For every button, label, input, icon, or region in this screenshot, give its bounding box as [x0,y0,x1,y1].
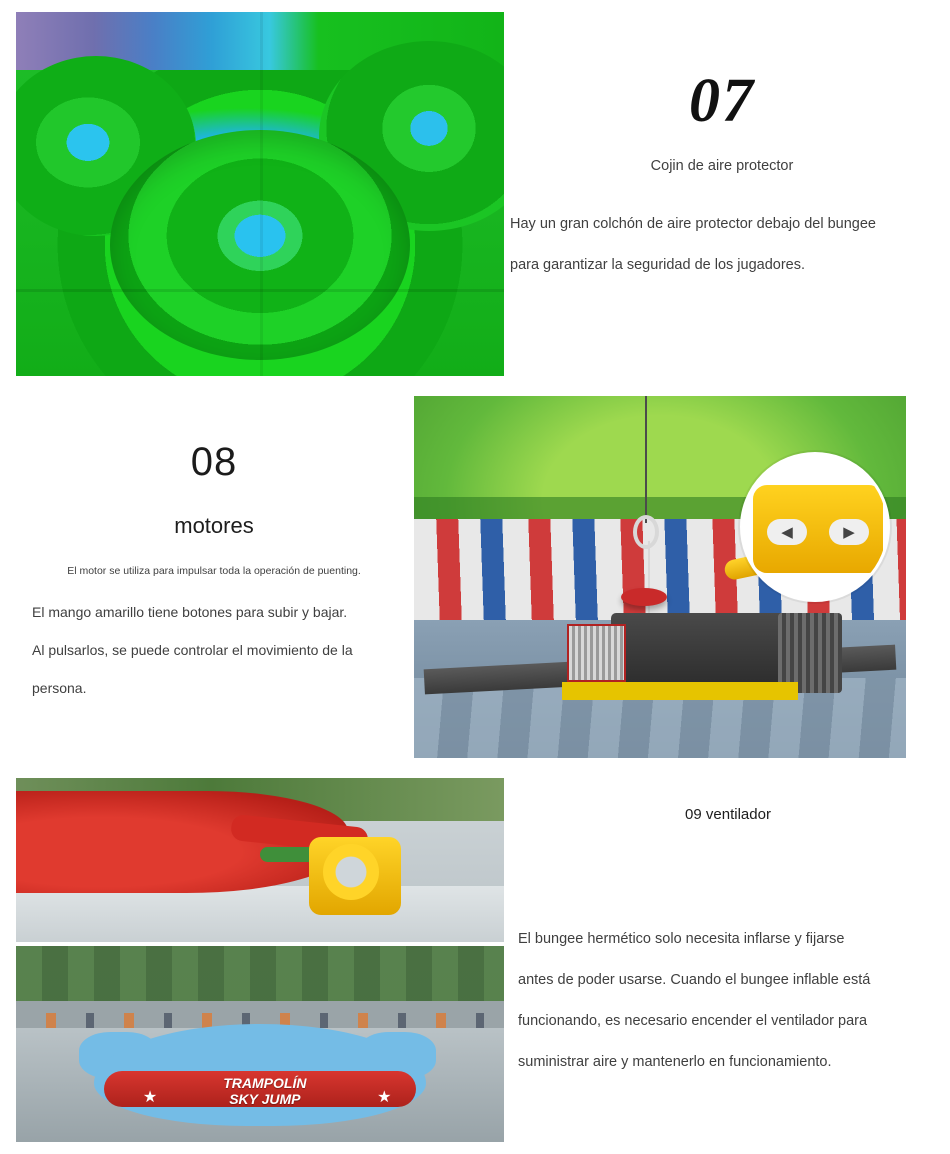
section-08-body-line-1: El mango amarillo tiene botones para subir y bajar. [32,604,348,620]
blower-fan-photo [16,778,504,942]
section-08-body-line-0: El motor se utiliza para impulsar toda la operación de puenting. [67,565,361,577]
photo-motor-fins [778,613,842,693]
photo-zoom-inset [740,452,890,602]
section-07-body-line-2: para garantizar la seguridad de los jugadores. [510,257,806,273]
photo-seam-vertical [260,12,263,376]
photo-brand-line-1: TRAMPOLÍN [223,1075,307,1092]
photo-fan-intake [323,844,379,900]
photo-ground [16,886,504,942]
section-08-number: 08 [190,440,238,484]
photo-red-stopper [621,588,667,606]
photo-star-right: ★ [377,1089,392,1107]
section-09-body-line-1: El bungee hermético solo necesita inflarse y fijarse [518,931,845,947]
section-07-number: 07 [689,67,755,135]
section-09-body-line-2: antes de poder usarse. Cuando el bungee inflable está [518,972,871,988]
photo-treeline [16,946,504,1005]
photo-star-left: ★ [142,1089,158,1107]
section-07-body-line-1: Hay un gran colchón de aire protector debajo del bungee [510,216,876,232]
section-08-title: motores [174,513,254,538]
photo-brand-line-2: SKY JUMP [229,1091,301,1108]
section-09-title: 09 ventilador [685,806,771,823]
photo-steel-wire [648,541,650,621]
section-08-body-line-3: persona. [32,680,87,696]
motor-photo [414,396,906,758]
section-08-body [14,593,414,707]
air-cushion-photo [16,12,504,376]
photo-winch-drum [567,624,626,682]
section-09-text-block [518,806,938,1083]
section-08-body-line-2: Al pulsarlos, se puede controlar el movimiento de la [32,642,353,658]
section-07-body [510,204,934,286]
section-09-body-line-4: suministrar aire y mantenerlo en funcionamiento. [518,1054,832,1070]
inset-left-arrow-icon: ◀ [767,519,807,545]
photo-yellow-bar [562,682,798,700]
trampoline-photo [16,946,504,1142]
section-07-subtitle: Cojin de aire protector [650,158,794,174]
inset-remote-body [753,485,883,573]
photo-brand-text [167,1075,362,1107]
section-07-text-block [510,67,934,286]
section-08-text-block [14,440,414,707]
photo-cable [645,396,647,523]
section-09-body-line-3: funcionando, es necesario encender el ventilador para [518,1013,868,1029]
section-09-body [518,919,938,1083]
inset-right-arrow-icon: ▶ [829,519,869,545]
